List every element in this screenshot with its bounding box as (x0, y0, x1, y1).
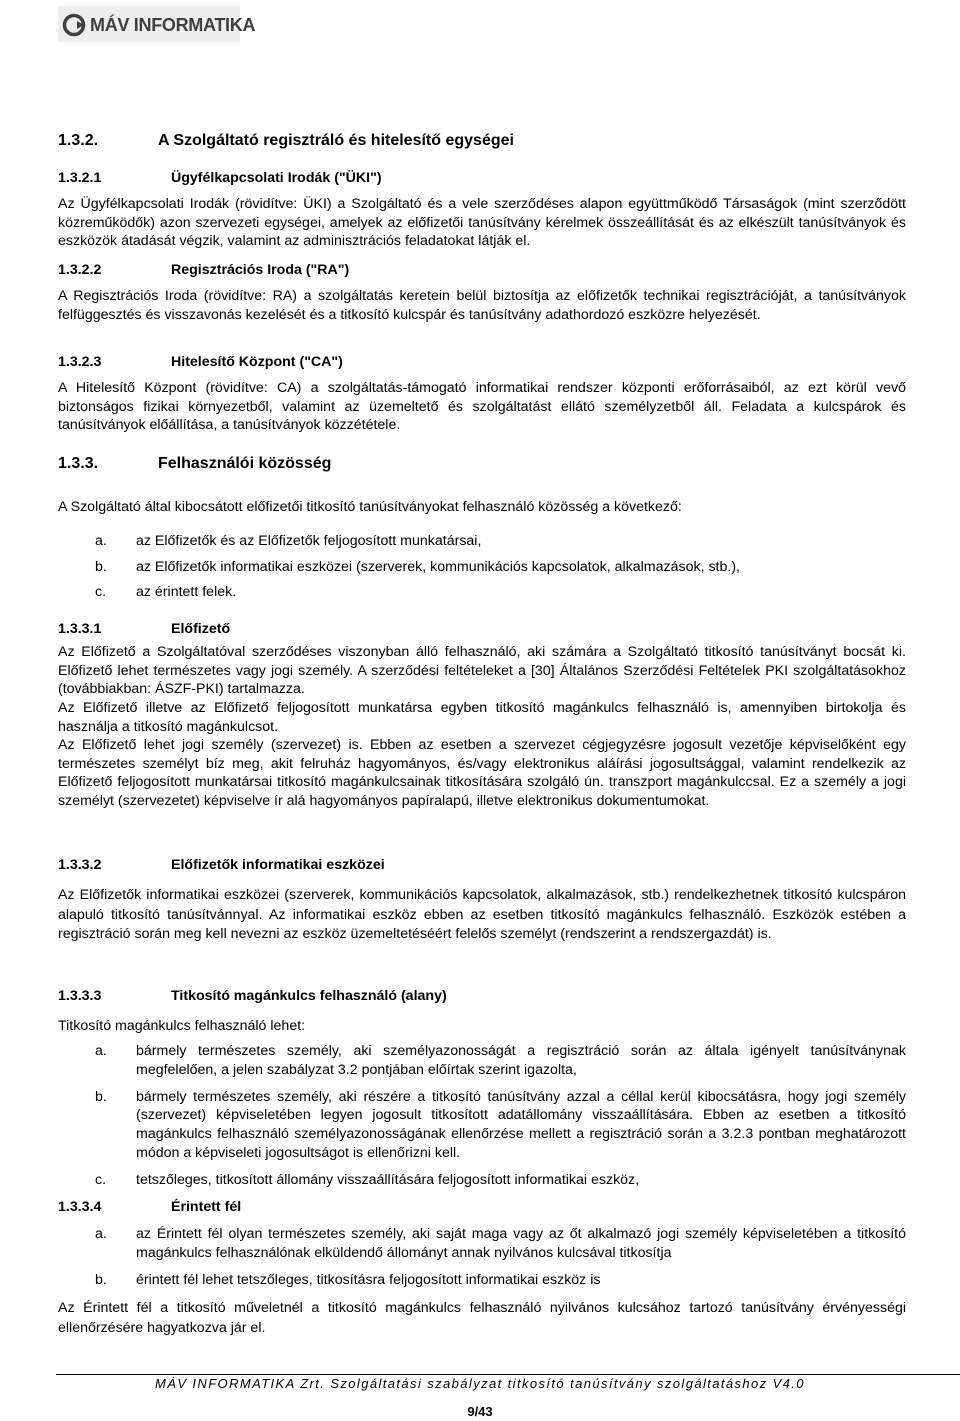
list-marker: b. (95, 558, 107, 575)
section-title: Érintett fél (171, 1199, 242, 1215)
section-title: Előfizetők informatikai eszközei (171, 857, 385, 873)
header-logo (58, 6, 256, 42)
heading-1-3-2-3 (58, 354, 343, 370)
list-text: az érintett felek. (136, 584, 237, 600)
list-marker: b. (95, 1088, 107, 1105)
logo-text: MÁV INFORMATIKA (90, 15, 256, 35)
list-text: az Előfizetők informatikai eszközei (szerverek, kommunikációs kapcsolatok, alkalmazások, stb.), (136, 558, 740, 575)
heading-1-3-3 (58, 455, 331, 473)
section-number: 1.3.3.3 (58, 988, 102, 1004)
list-item (58, 583, 906, 602)
paragraph-key-holder: Titkosító magánkulcs felhasználó lehet: (58, 1018, 306, 1034)
list-item (58, 1042, 906, 1080)
section-number: 1.3.2.3 (58, 354, 102, 370)
section-title: Regisztrációs Iroda ("RA") (171, 262, 350, 278)
page-number: 9/43 (467, 1404, 493, 1419)
list-marker: c. (95, 1171, 107, 1188)
list-marker: a. (95, 1043, 107, 1059)
section-number: 1.3.3.1 (58, 621, 102, 637)
section-number: 1.3.3. (58, 455, 99, 472)
section-title: Titkosító magánkulcs felhasználó (alany) (171, 988, 447, 1004)
section-title: Ügyfélkapcsolati Irodák ("ÜKI") (171, 170, 382, 186)
section-number: 1.3.2.1 (58, 170, 102, 186)
list-item (58, 1225, 906, 1263)
community-list (58, 532, 906, 602)
paragraph-ra: A Regisztrációs Iroda (rövidítve: RA) a szolgáltatás keretein belül biztosítja az előfizetők technikai regisztrációját, a tanúsítványok felfüggesztés és visszavonás kezelését és a titkosító kulcspár és tanúsítvány adathordozó eszközre helyezését. (58, 288, 906, 323)
list-marker: c. (95, 584, 107, 600)
section-title: Hitelesítő Központ ("CA") (171, 354, 343, 370)
section-title: Felhasználói közösség (158, 455, 332, 472)
section-number: 1.3.2.2 (58, 262, 102, 278)
paragraph-subscriber-1: Az Előfizető a Szolgáltatóval szerződéses viszonyban álló felhasználó, aki számára a Szolgáltató titkosító tanúsítványt bocsát ki. Előfizető lehet természetes vagy jogi személy. A szerződési feltételeket a [30] Általános Szerződési Feltételek PKI szolgáltatásokhoz (továbbiakban: ÁSZF-PKI) tartalmazza. (58, 644, 906, 697)
footer-divider (56, 1374, 960, 1375)
heading-1-3-3-3 (58, 988, 447, 1004)
list-text: tetszőleges, titkosított állomány visszaállítására feljogosított informatikai eszköz, (136, 1171, 640, 1188)
heading-1-3-2-1 (58, 170, 382, 186)
section-title: A Szolgáltató regisztráló és hitelesítő egységei (158, 132, 514, 149)
paragraph-relying-party: Az Érintett fél a titkosító műveletnél a titkosító magánkulcs felhasználó nyilvános kulcsához tartozó tanúsítvány érvényességi ellenőrzésére hagyatkozva jár el. (58, 1300, 906, 1336)
list-text: az Előfizetők és az Előfizetők feljogosított munkatársai, (136, 533, 482, 549)
heading-1-3-3-2 (58, 857, 385, 873)
list-marker: a. (95, 533, 107, 549)
paragraph-subscriber-3: Az Előfizető lehet jogi személy (szervezet) is. Ebben az esetben a szervezet cégjegyzésre jogosult vezetője képviselőként egy természetes személyt bíz meg, akit felruház hagyományos, és/vagy elektronikus aláírási jogosultsággal, valamint rendelkezik az Előfizető feljogosított munkatársai titkosító magánkulcsainak titkosítására szolgáló ún. transzport magánkulccsal. Ez a személy a jogi személyt (szervezetet) képviselve ír alá hagyományos papíralapú, illetve elektronikus dokumentumokat. (58, 737, 906, 809)
list-marker: a. (95, 1226, 107, 1242)
section-number: 1.3.3.2 (58, 857, 102, 873)
list-item (58, 1171, 906, 1190)
paragraph-community: A Szolgáltató által kibocsátott előfizetői titkosító tanúsítványokat felhasználó közösség a következő: (58, 499, 682, 515)
section-number: 1.3.2. (58, 132, 99, 149)
list-text: az Érintett fél olyan természetes személy, aki saját maga vagy az őt alkalmazó jogi személy képviseletében a titkosító magánkulcs felhasználónak elküldendő állományt annak nyilvános kulcsával titkosítja (136, 1226, 906, 1261)
heading-1-3-2-2 (58, 262, 349, 278)
section-number: 1.3.3.4 (58, 1199, 102, 1215)
paragraph-devices: Az Előfizetők informatikai eszközei (szerverek, kommunikációs kapcsolatok, alkalmazások, stb.) rendelkezhetnek titkosító kulcspáron alapuló titkosító tanúsítvánnyal. Az informatikai eszköz ebben az esetben titkosító magánkulcs felhasználó. Eszközök estében a regisztráció során meg kell nevezni az eszköz üzemeltetéséért felelős személyt (rendszerint a rendszergazdát) is. (58, 887, 906, 942)
list-item (58, 532, 906, 551)
heading-1-3-3-4 (58, 1199, 241, 1215)
section-title: Előfizető (171, 621, 231, 637)
paragraph-subscriber-2: Az Előfizető illetve az Előfizető feljogosított munkatársa egyben titkosító magánkulcs felhasználó is, amennyiben birtokolja és használja a titkosító magánkulcsot. (58, 700, 906, 735)
paragraph-ca: A Hitelesítő Központ (rövidítve: CA) a szolgáltatás-támogató informatikai rendszer központi erőforrásaiból, az ezt körül vevő biztonságos fizikai környezetből, valamint az üzemeltető és szolgáltatást ellátó személyzetből áll. Feladata a kulcspárok és tanúsítványok előállítása, a tanúsítványok közzététele. (58, 380, 906, 433)
mav-informatika-logo-icon (62, 12, 88, 38)
list-text: bármely természetes személy, aki személyazonosságát a regisztráció során az általa igényelt tanúsítványnak megfelelően, a jelen szabályzat 3.2 pontjában előírtak szerint igazolta, (136, 1043, 906, 1078)
footer-text: MÁV INFORMATIKA Zrt. Szolgáltatási szabályzat titkosító tanúsítvány szolgáltatáshoz V4.0 (155, 1376, 805, 1391)
heading-1-3-2 (58, 132, 514, 150)
list-text: bármely természetes személy, aki részére a titkosító tanúsítvány azzal a céllal kerül kibocsátásra, hogy jogi személy (szervezet) képviseletében legyen jogosult titkosított adatállomány visszaállítására. Ebben az esetben a titkosító magánkulcs felhasználó személyazonosságának ellenőrzése mellett a regisztráció során a 3.2.3 pontban meghatározott módon a képviseleti jogosultságot is ellenőrizni kell. (136, 1088, 906, 1161)
list-marker: b. (95, 1272, 107, 1288)
relying-party-list (58, 1225, 906, 1290)
key-holder-list (58, 1042, 906, 1190)
paragraph-uki: Az Ügyfélkapcsolati Irodák (rövidítve: ÜKI) a Szolgáltató és a vele szerződéses alapon együttműködő Társaságok (mint szerződött közreműködők) azon szervezeti egységei, amelyek az előfizetői tanúsítvány kérelmek összeállítását és az elkészült tanúsítványok és eszközök átadását végzik, valamint az adminisztrációs feladatokat látják el. (58, 196, 906, 249)
list-item (58, 558, 906, 577)
list-item (58, 1271, 906, 1290)
list-text: érintett fél lehet tetszőleges, titkosításra feljogosított informatikai eszköz is (136, 1272, 601, 1288)
list-item (58, 1088, 906, 1163)
heading-1-3-3-1 (58, 621, 230, 637)
